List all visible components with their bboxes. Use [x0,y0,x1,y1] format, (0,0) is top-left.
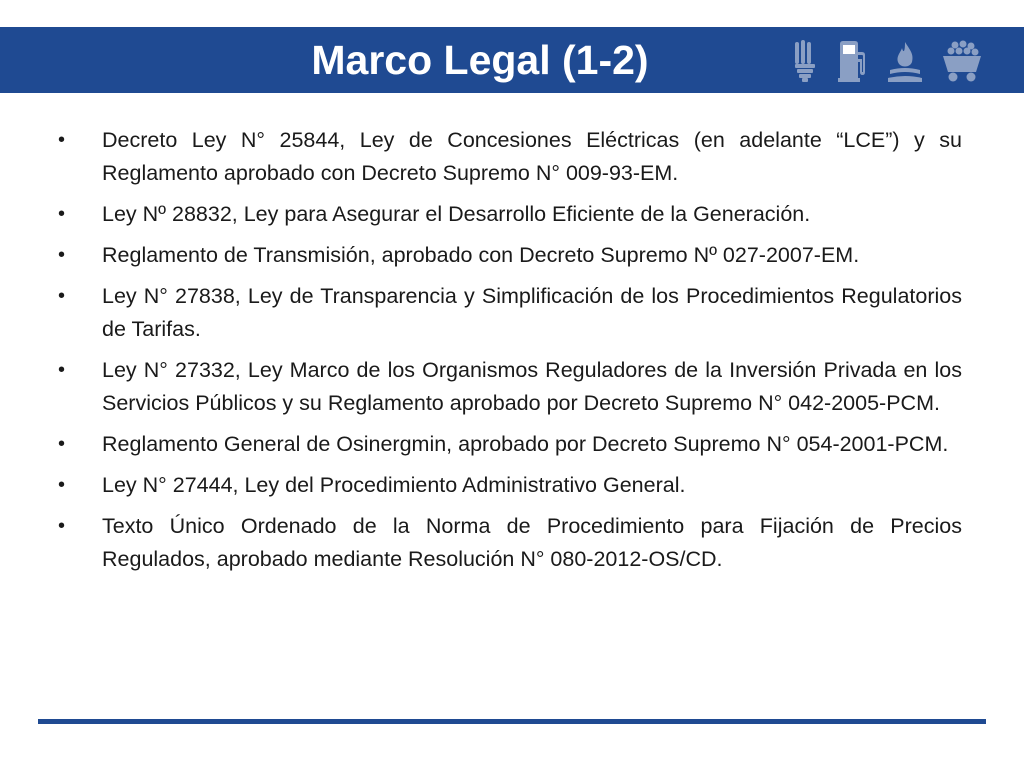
list-item: • Ley N° 27332, Ley Marco de los Organismos Reguladores de la Inversión Privada en los Servicios Públicos y su Reglamento aprobado por Decreto Supremo N° 042-2005-PCM. [58,358,962,415]
list-item: • Ley Nº 28832, Ley para Asegurar el Desarrollo Eficiente de la Generación. [58,202,811,226]
slide-title: Marco Legal (1-2) [311,37,649,83]
list-item: • Texto Único Ordenado de la Norma de Procedimiento para Fijación de Precios Regulados, aprobado mediante Resolución N° 080-2012-OS/CD. [58,514,962,571]
mining-cart-icon [942,40,982,82]
energy-icons [792,38,982,82]
list-item: • Reglamento de Transmisión, aprobado con Decreto Supremo Nº 027-2007-EM. [58,243,860,267]
list-item: • Decreto Ley N° 25844, Ley de Concesiones Eléctricas (en adelante “LCE”) y su Reglamento aprobado con Decreto Supremo N° 009-93-EM. [58,128,962,185]
list-item: • Ley N° 27838, Ley de Transparencia y Simplificación de los Procedimientos Regulatorios de Tarifas. [58,284,962,341]
fuel-pump-icon [838,40,868,82]
gas-flame-icon [888,40,922,82]
list-item: • Reglamento General de Osinergmin, aprobado por Decreto Supremo N° 054-2001-PCM. [58,432,949,456]
footer-divider [38,719,986,724]
list-item: • Ley N° 27444, Ley del Procedimiento Administrativo General. [58,473,686,497]
legal-framework-list [56,124,962,584]
light-bulb-icon [792,40,818,82]
